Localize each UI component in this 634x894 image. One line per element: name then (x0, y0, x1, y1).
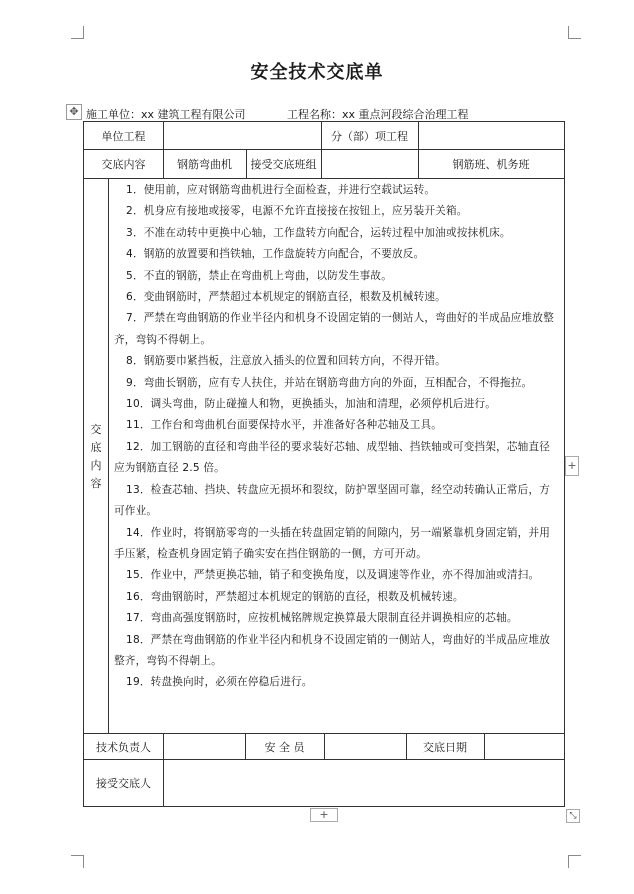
list-item: 4．钢筋的放置要和挡铁轴，工作盘旋转方向配合，不要放反。 (126, 248, 425, 261)
sub-project-label: 分（部）项工程 (331, 129, 408, 143)
sub-project-value[interactable] (418, 122, 564, 149)
list-item: 5．不直的钢筋，禁止在弯曲机上弯曲，以防发生事故。 (126, 269, 392, 282)
handover-content-value[interactable]: 钢筋弯曲机 (177, 158, 232, 171)
page-corner-mark-top-left (71, 26, 84, 39)
unit-project-value[interactable] (163, 122, 321, 149)
page-corner-mark-top-right (568, 26, 581, 39)
tech-lead-value[interactable] (163, 734, 245, 759)
list-item: 16．弯曲钢筋时，严禁超过本机规定的钢筋的直径，根数及机械转速。 (126, 590, 464, 603)
list-item: 11．工作台和弯曲机台面要保持水平，并准备好各种芯轴及工具。 (126, 419, 443, 432)
side-label-char: 交 (90, 422, 102, 436)
receiving-team-label: 接受交底班组 (250, 158, 317, 171)
safety-officer-value[interactable] (324, 734, 406, 759)
safety-officer-label: 安 全 员 (264, 740, 305, 754)
list-item: 14．作业时，将钢筋零弯的一头插在转盘固定销的间隙内，另一端紧靠机身固定销，并用手压紧，检查机身固定销子确实安在挡住钢筋的一侧，方可开动。 (114, 526, 551, 560)
handover-content-label: 交底内容 (101, 158, 146, 171)
list-item: 12．加工钢筋的直径和弯曲半径的要求装好芯轴、成型轴、挡铁轴或可变挡架，芯轴直径应为钢筋直径 2.5 倍。 (114, 440, 551, 475)
handover-items[interactable] (114, 180, 560, 694)
receiver-value[interactable] (163, 760, 564, 806)
list-item: 13．检查芯轴、挡块、转盘应无损坏和裂纹，防护罩坚固可靠，经空动转确认正常后，方可作业。 (114, 483, 551, 518)
list-item: 7．严禁在弯曲钢筋的作业半径内和机身不设固定销的一侧站人，弯曲好的半成品应堆放整齐，弯钩不得朝上。 (114, 312, 554, 346)
handover-date-value[interactable] (484, 734, 564, 759)
list-item: 15．作业中，严禁更换芯轴，销子和变换角度，以及调速等作业，亦不得加油或清扫。 (126, 569, 540, 582)
unit-project-label: 单位工程 (101, 129, 146, 143)
list-item: 18．严禁在弯曲钢筋的作业半径内和机身不设固定销的一侧站人，弯曲好的半成品应堆放整齐，弯钩不得朝上。 (114, 633, 551, 667)
page-corner-mark-bottom-left (71, 855, 84, 868)
handover-table (83, 121, 565, 807)
list-item: 3．不准在动转中更换中心轴，工作盘转方向配合，运转过程中加油或按抹机床。 (126, 226, 511, 239)
handover-date-label: 交底日期 (423, 740, 467, 754)
construction-unit: 施工单位：xx 建筑工程有限公司 (86, 108, 246, 121)
side-label-char: 底 (90, 440, 102, 454)
document-title: 安全技术交底单 (250, 62, 384, 83)
list-item: 17．弯曲高强度钢筋时，应按机械铭牌规定换算最大限制直径并调换相应的芯轴。 (126, 612, 518, 625)
add-column-plus-icon[interactable]: + (565, 456, 579, 476)
grid-line (108, 178, 109, 733)
table-resize-icon[interactable]: ⤡ (566, 809, 580, 823)
list-item: 9．弯曲长钢筋，应有专人扶住，并站在钢筋弯曲方向的外面，互相配合，不得拖拉。 (126, 376, 533, 389)
project-name: 工程名称：xx 重点河段综合治理工程 (287, 108, 469, 121)
grid-line (84, 178, 564, 179)
page-corner-mark-bottom-right (568, 855, 581, 868)
list-item: 2．机身应有接地或接零，电源不允许直接接在按钮上，应另装开关箱。 (126, 205, 468, 218)
add-row-plus-icon[interactable]: + (310, 808, 338, 822)
receiver-label: 接受交底人 (96, 777, 151, 790)
list-item: 1．使用前，应对钢筋弯曲机进行全面检查，并进行空载试运转。 (126, 184, 436, 196)
receiving-team-value[interactable]: 钢筋班、机务班 (452, 158, 530, 171)
table-move-icon[interactable]: ✥ (66, 104, 82, 120)
list-item: 8．钢筋要巾紧挡板，注意放入插头的位置和回转方向，不得开错。 (126, 355, 446, 368)
side-label-char: 内 (90, 458, 102, 472)
list-item: 10．调头弯曲，防止碰撞人和物，更换插头，加油和清理，必须停机后进行。 (126, 398, 497, 411)
side-label-char: 容 (90, 476, 102, 490)
list-item: 6．变曲钢筋时，严禁超过本机规定的钢筋直径，根数及机械转速。 (126, 291, 446, 304)
list-item: 19．转盘换向时，必须在停稳后进行。 (126, 676, 313, 689)
tech-lead-label: 技术负责人 (96, 740, 151, 754)
receiving-team-empty[interactable] (321, 150, 418, 178)
handover-content-side-label (84, 179, 108, 734)
